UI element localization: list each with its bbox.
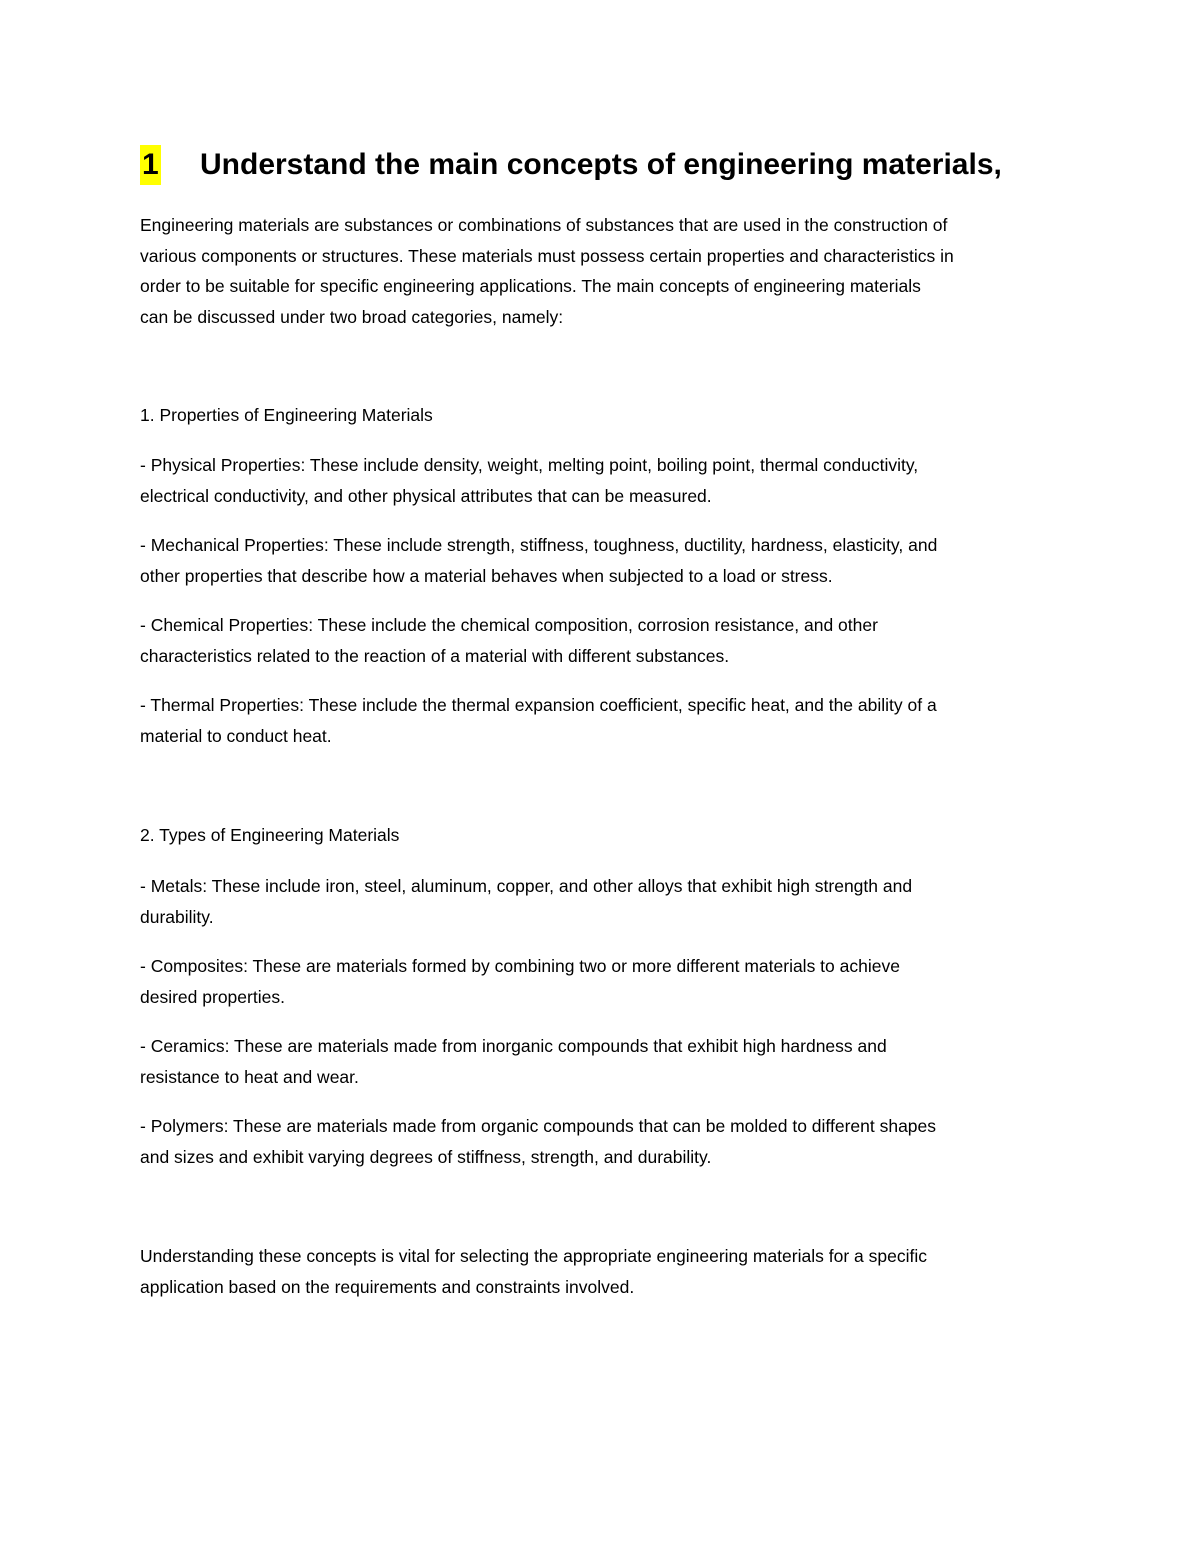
intro-line: Engineering materials are substances or combinations of substances that are used in the construction of <box>140 215 948 235</box>
intro-line: can be discussed under two broad categories, namely: <box>140 306 564 327</box>
list-item-line: - Metals: These include iron, steel, aluminum, copper, and other alloys that exhibit high strength and <box>140 876 913 896</box>
heading-number: 1 <box>140 145 161 185</box>
list-item-line: - Polymers: These are materials made from organic compounds that can be molded to different shapes <box>140 1116 937 1136</box>
thermal-properties-item <box>140 690 1070 751</box>
polymers-item <box>140 1111 1070 1172</box>
section1-title <box>140 400 1070 431</box>
section1-title-text: 1. Properties of Engineering Materials <box>140 405 433 425</box>
list-item-line: - Composites: These are materials formed by combining two or more different materials to achieve <box>140 956 900 976</box>
list-item-line: durability. <box>140 906 214 927</box>
metals-item <box>140 871 1070 932</box>
section2-title-text: 2. Types of Engineering Materials <box>140 825 400 845</box>
conclusion-line: application based on the requirements and constraints involved. <box>140 1276 635 1297</box>
section2-title <box>140 820 1070 851</box>
chemical-properties-item <box>140 610 1070 671</box>
composites-item <box>140 951 1070 1012</box>
ceramics-item <box>140 1031 1070 1092</box>
heading-title: Understand the main concepts of engineering materials, <box>200 148 1002 181</box>
heading <box>140 140 1100 190</box>
list-item-line: desired properties. <box>140 986 285 1007</box>
conclusion-paragraph <box>140 1241 1070 1302</box>
mechanical-properties-item <box>140 530 1070 591</box>
list-item-line: - Mechanical Properties: These include strength, stiffness, toughness, ductility, hardness, elasticity, and <box>140 535 938 555</box>
list-item-line: - Thermal Properties: These include the thermal expansion coefficient, specific heat, and the ability of a <box>140 695 937 715</box>
list-item-line: electrical conductivity, and other physical attributes that can be measured. <box>140 485 712 506</box>
intro-line: various components or structures. These materials must possess certain properties and characteristics in <box>140 245 954 266</box>
list-item-line: - Physical Properties: These include density, weight, melting point, boiling point, thermal conductivity, <box>140 455 919 475</box>
list-item-line: - Ceramics: These are materials made from inorganic compounds that exhibit high hardness and <box>140 1036 887 1056</box>
list-item-line: and sizes and exhibit varying degrees of stiffness, strength, and durability. <box>140 1146 712 1167</box>
list-item-line: characteristics related to the reaction of a material with different substances. <box>140 645 730 666</box>
conclusion-line: Understanding these concepts is vital for selecting the appropriate engineering materials for a specific <box>140 1246 927 1266</box>
physical-properties-item <box>140 450 1070 511</box>
list-item-line: other properties that describe how a material behaves when subjected to a load or stress. <box>140 565 833 586</box>
list-item-line: resistance to heat and wear. <box>140 1066 359 1087</box>
intro-paragraph <box>140 210 1070 332</box>
list-item-line: material to conduct heat. <box>140 725 332 746</box>
intro-line: order to be suitable for specific engineering applications. The main concepts of engineering materials <box>140 276 921 296</box>
list-item-line: - Chemical Properties: These include the chemical composition, corrosion resistance, and other <box>140 615 878 635</box>
